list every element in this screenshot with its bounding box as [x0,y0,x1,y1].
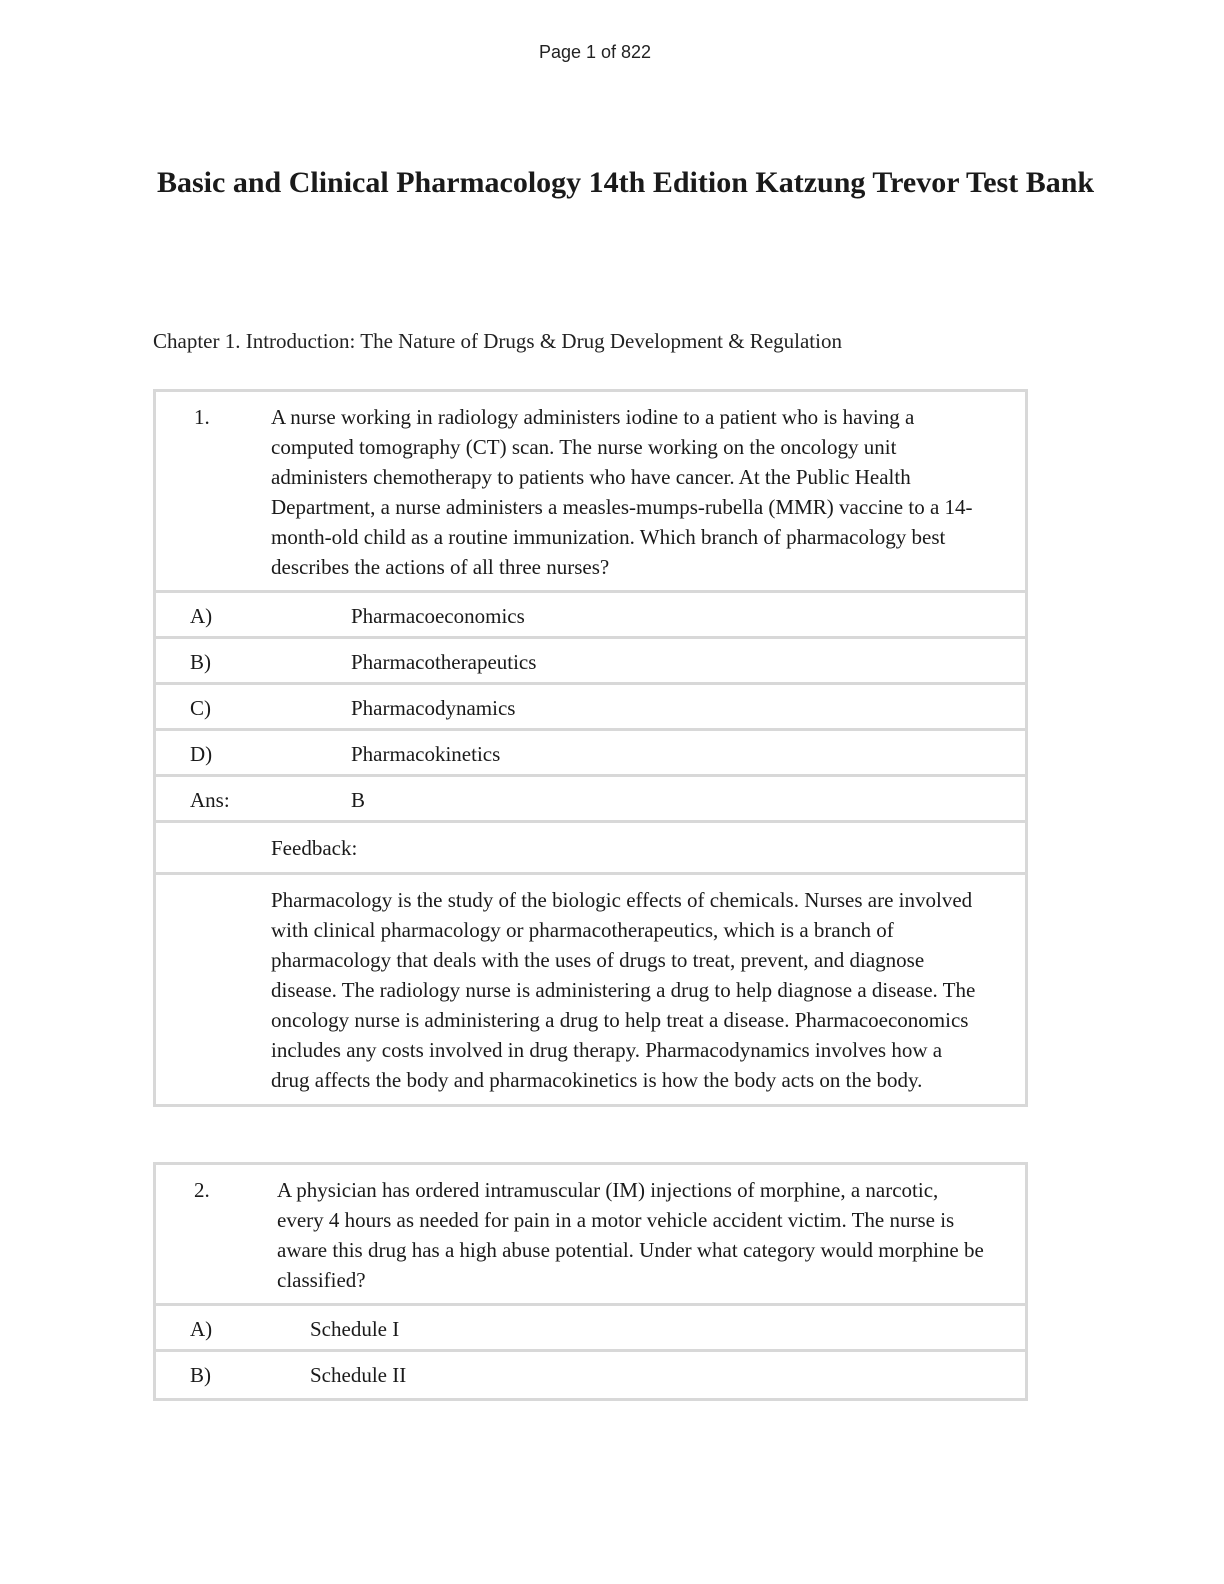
feedback-label: Feedback: [271,836,358,860]
answer-label: Ans: [190,788,230,812]
question-2-number: 2. [194,1178,210,1202]
page-number: Page 1 of 822 [538,42,652,62]
option-text: Pharmacotherapeutics [351,650,537,674]
option-text: Pharmacoeconomics [351,604,525,628]
question-1-option-a [156,593,1025,639]
option-text: Pharmacokinetics [351,742,501,766]
question-1-text: A nurse working in radiology administers iodine to a patient who is having a computed tomography (CT) scan. The nurse working on the oncology unit administers chemotherapy to patients who have cancer. At the Public Health Department, a nurse administers a measles-mumps-rubella (MMR) vaccine to a 14-month-old child as a routine immunization. Which branch of pharmacology best describes the actions of all three nurses? [271,405,973,579]
question-1-feedback-row [156,875,1025,1104]
option-text: Schedule I [310,1317,400,1341]
question-1-option-d [156,731,1025,777]
question-1-option-b [156,639,1025,685]
question-2-text: A physician has ordered intramuscular (IM) injections of morphine, a narcotic, every 4 hours as needed for pain in a motor vehicle accident victim. The nurse is aware this drug has a high abuse potential. Under what category would morphine be classified? [277,1178,984,1292]
option-label: C) [190,696,211,720]
option-label: B) [190,1363,211,1387]
question-2-option-a [156,1306,1025,1352]
answer-value: B [351,788,366,812]
document-title: Basic and Clinical Pharmacology 14th Edition Katzung Trevor Test Bank [157,166,1095,199]
question-1-option-c [156,685,1025,731]
question-1-feedback-label-row [156,823,1025,875]
option-label: A) [190,1317,213,1341]
question-2-stem-row [156,1165,1025,1306]
question-1-answer-row [156,777,1025,823]
option-label: A) [190,604,213,628]
chapter-heading: Chapter 1. Introduction: The Nature of Drugs & Drug Development & Regulation [153,329,842,353]
feedback-text: Pharmacology is the study of the biologic effects of chemicals. Nurses are involved with clinical pharmacology or pharmacotherapeutics, which is a branch of pharmacology that deals with the uses of drugs to treat, prevent, and diagnose disease. The radiology nurse is administering a drug to help diagnose a disease. The oncology nurse is administering a drug to help treat a disease. Pharmacoeconomics includes any costs involved in drug therapy. Pharmacodynamics involves how a drug affects the body and pharmacokinetics is how the body acts on the body. [271,888,976,1092]
option-label: B) [190,650,211,674]
question-1-stem-row [156,392,1025,593]
question-1-number: 1. [194,405,210,429]
question-1-table [153,389,1028,1107]
question-2-table [153,1162,1028,1401]
question-2-option-b [156,1352,1025,1398]
option-text: Pharmacodynamics [351,696,516,720]
option-label: D) [190,742,213,766]
option-text: Schedule II [310,1363,407,1387]
